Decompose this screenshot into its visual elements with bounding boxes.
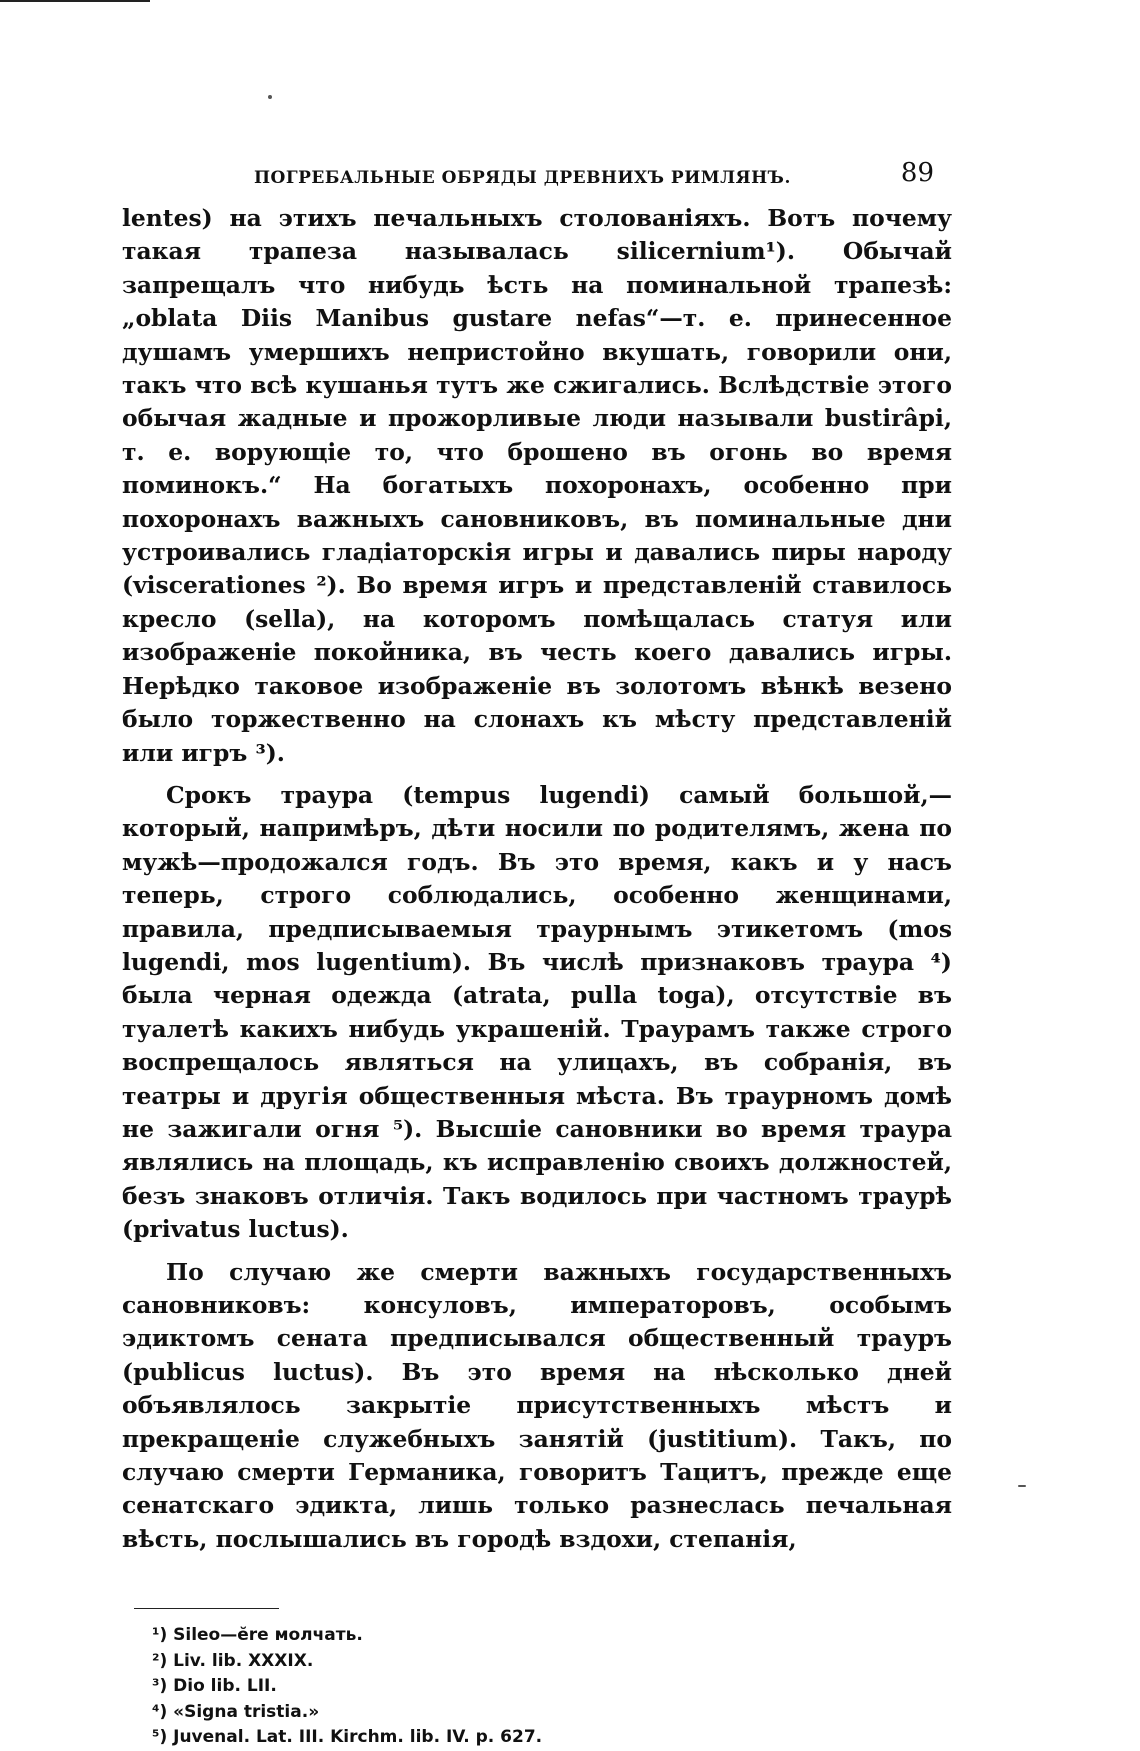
page-number: 89 — [900, 158, 934, 188]
page-header — [122, 150, 952, 194]
top-edge-rule — [0, 0, 150, 2]
paragraph-3: По случаю же смерти важныхъ государственныхъ сановниковъ: консуловъ, императоровъ, особымъ эдиктомъ сената предписывался общественный трауръ (publicus luctus). Въ это время на нѣсколько дней объявлялось закрытіе присутственныхъ мѣстъ и прекращеніе служебныхъ занятій (justitium). Такъ, по случаю смерти Германика, говоритъ Тацитъ, прежде еще сенатскаго эдикта, лишь только разнеслась печальная вѣсть, послышались въ городѣ вздохи, степанія, — [122, 1257, 952, 1553]
book-page — [122, 150, 952, 1751]
speck — [268, 95, 272, 99]
footnote-4: ⁴) «Signa tristia.» — [152, 1701, 320, 1722]
footnote-5: ⁵) Juvenal. Lat. III. Kirchm. lib. IV. p. 627. — [152, 1727, 543, 1748]
paragraph-1: lentes) на этихъ печальныхъ столованіяхъ. Вотъ почему такая трапеза называлась silicernium¹). Обычай запрещалъ что нибудь ѣсть на поминальной трапезѣ: „oblata Diis Manibus gustare nefas“—т. е. принесенное душамъ умершихъ непристойно вкушать, говорили они, такъ что всѣ кушанья тутъ же сжигались. Вслѣдствіе этого обычая жадные и прожорливые люди называли bustirâpi, т. е. ворующіе то, что брошено въ огонь во время поминокъ.“ На богатыхъ похоронахъ, особенно при похоронахъ важныхъ сановниковъ, въ поминальные дни устроивались гладіаторскія игры и давались пиры народу (viscerationes ²). Во время игръ и представленій ставилось кресло (sella), на которомъ помѣщалась статуя или изображеніе покойника, въ честь коего давались игры. Нерѣдко таковое изображеніе въ золотомъ вѣнкѣ везено было торжественно на слонахъ къ мѣсту представленій или игръ ³). — [122, 204, 952, 767]
footnote-3: ³) Dio lib. LII. — [152, 1676, 277, 1697]
footnotes — [122, 1623, 952, 1751]
footnote-1: ¹) Sileo—ĕre молчать. — [152, 1625, 363, 1646]
paragraph-2: Срокъ траура (tempus lugendi) самый большой,—который, напримѣръ, дѣти носили по родителямъ, жена по мужѣ—продожался годъ. Въ это время, какъ и у насъ теперь, строго соблюдались, особенно женщинами, правила, предписываемыя траурнымъ этикетомъ (mos lugendi, mos lugentium). Въ числѣ признаковъ траура ⁴) была черная одежда (atrata, pulla toga), отсутствіе въ туалетѣ какихъ нибудь украшеній. Траурамъ также строго воспрещалось являться на улицахъ, въ собранія, въ театры и другія общественныя мѣста. Въ траурномъ домѣ не зажигали огня ⁵). Высшіе сановники во время траура являлись на площадь, къ исправленію своихъ должностей, безъ знаковъ отличія. Такъ водилось при частномъ трауpѣ (privatus luctus). — [122, 780, 952, 1244]
speck — [1018, 1485, 1026, 1487]
body-text — [122, 202, 952, 1556]
footnote-rule — [134, 1608, 279, 1609]
running-head: ПОГРЕБАЛЬНЫЕ ОБРЯДЫ ДРЕВНИХЪ РИМЛЯНЪ. — [254, 168, 791, 188]
footnote-2: ²) Liv. lib. XXXIX. — [152, 1650, 314, 1671]
